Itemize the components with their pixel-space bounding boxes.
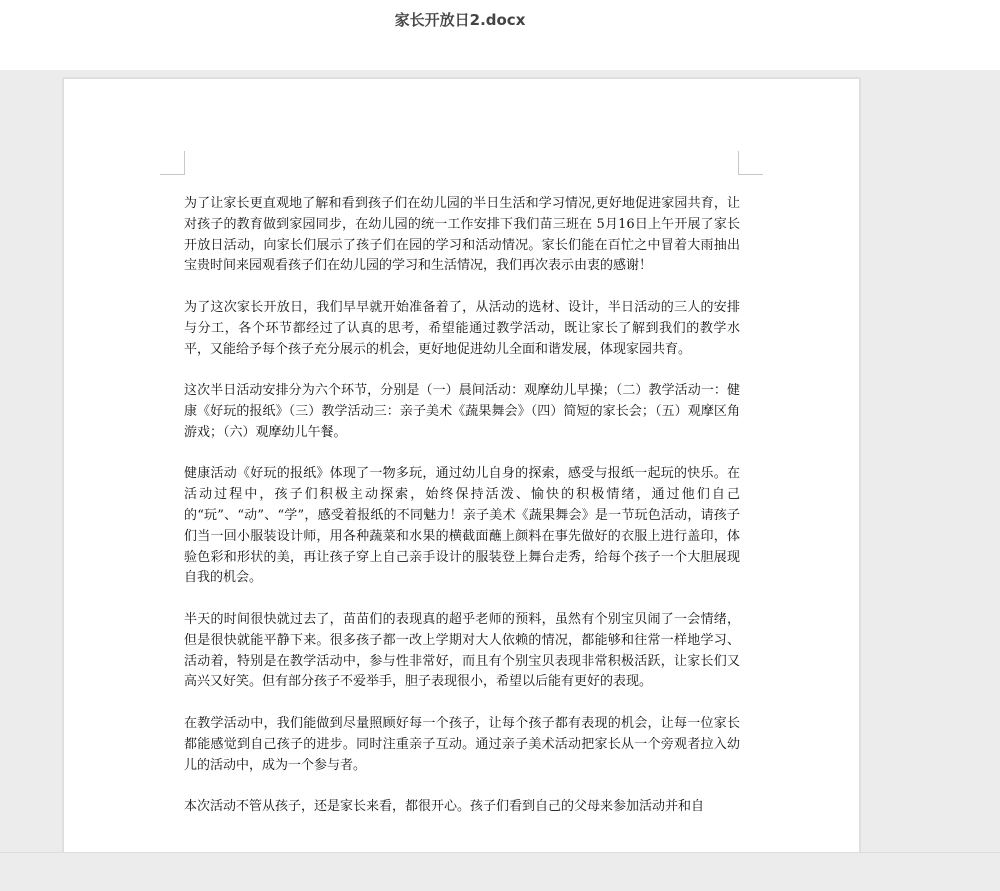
title-bar	[0, 0, 1000, 70]
paragraph: 半天的时间很快就过去了，苗苗们的表现真的超乎老师的预料，虽然有个别宝贝闹了一会情绪，但是很快就能平静下来。很多孩子都一改上学期对大人依赖的情况，都能够和往常一样地学习、活动着，特别是在教学活动中，参与性非常好，而且有个别宝贝表现非常积极活跃，让家长们又高兴又好笑。但有部分孩子不爱举手，胆子表现很小，希望以后能有更好的表现。	[184, 611, 740, 690]
margin-corner-marker-top-left	[160, 151, 185, 175]
paragraph: 为了这次家长开放日，我们早早就开始准备着了，从活动的选材、设计，半日活动的三人的安排与分工，各个环节都经过了认真的思考，希望能通过教学活动，既让家长了解到我们的教学水平，又能给予每个孩子充分展示的机会，更好地促进幼儿全面和谐发展，体现家园共育。	[184, 299, 740, 357]
document-title: 家长开放日2.docx	[394, 11, 526, 29]
document-page	[63, 78, 860, 852]
paragraph: 在教学活动中，我们能做到尽量照顾好每一个孩子，让每个孩子都有表现的机会，让每一位家长都能感觉到自己孩子的进步。同时注重亲子互动。通过亲子美术活动把家长从一个旁观者拉入幼儿的活动中，成为一个参与者。	[184, 715, 740, 773]
paragraph: 为了让家长更直观地了解和看到孩子们在幼儿园的半日生活和学习情况,更好地促进家园共育，让对孩子的教育做到家园同步，在幼儿园的统一工作安排下我们苗三班在 5月16日上午开展了家长开放日活动，向家长们展示了孩子们在园的学习和活动情况。家长们能在百忙之中冒着大雨抽出宝贵时间来园观看孩子们在幼儿园的学习和生活情况，我们再次表示由衷的感谢！	[184, 196, 740, 274]
margin-corner-marker-top-right	[738, 151, 763, 175]
paragraph: 本次活动不管从孩子，还是家长来看，都很开心。孩子们看到自己的父母来参加活动并和自	[184, 799, 705, 815]
document-body	[184, 194, 740, 839]
bottom-bar	[0, 852, 1000, 891]
paragraph: 健康活动《好玩的报纸》体现了一物多玩，通过幼儿自身的探索，感受与报纸一起玩的快乐。在活动过程中，孩子们积极主动探索，始终保持活泼、愉快的积极情绪，通过他们自己的“玩”、“动”、“学”，感受着报纸的不同魅力！亲子美术《蔬果舞会》是一节玩色活动，请孩子们当一回小服装设计师，用各种蔬菜和水果的横截面蘸上颜料在事先做好的衣服上进行盖印，体验色彩和形状的美，再让孩子穿上自己亲手设计的服装登上舞台走秀，给每个孩子一个大胆展现自我的机会。	[184, 466, 740, 586]
document-viewer[interactable]	[0, 70, 1000, 852]
paragraph: 这次半日活动安排分为六个环节，分别是（一）晨间活动：观摩幼儿早操；（二）教学活动一：健康《好玩的报纸》（三）教学活动三：亲子美术《蔬果舞会》（四）简短的家长会；（五）观摩区角游戏；（六）观摩幼儿午餐。	[184, 383, 740, 440]
